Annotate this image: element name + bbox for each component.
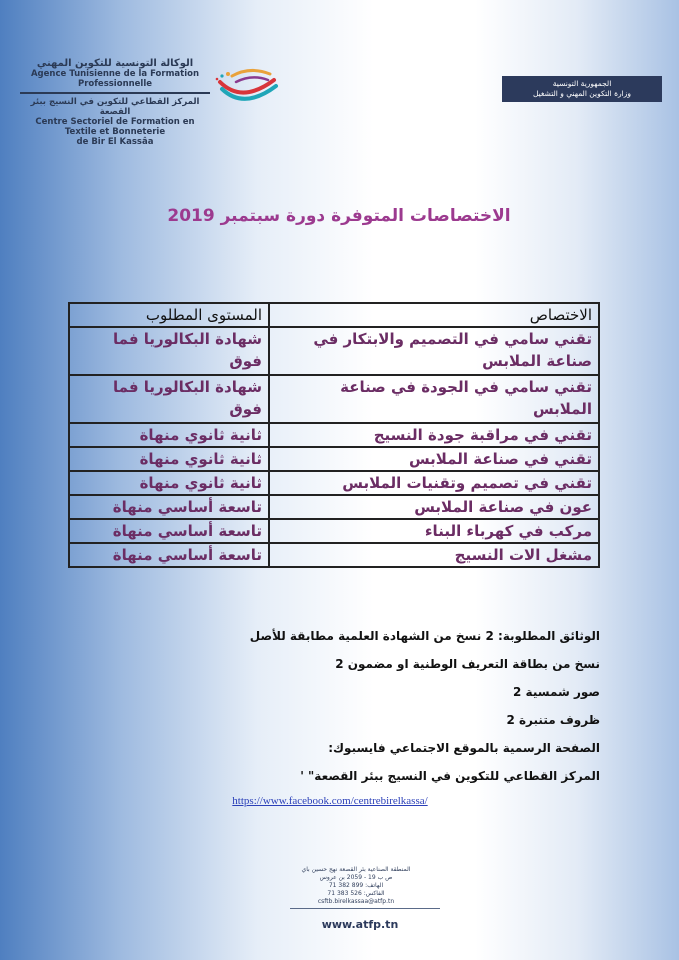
table-row <box>69 375 599 423</box>
table-row <box>69 327 599 375</box>
documents-line-5: الصفحة الرسمية بالموقع الاجتماعي فايسبوك: <box>328 741 600 755</box>
page-title: الاختصاصات المتوفرة دورة سبتمبر 2019 <box>167 206 511 226</box>
table-header-row <box>69 303 599 327</box>
footer-divider <box>290 908 440 909</box>
header-divider <box>20 92 210 94</box>
documents-line-1: الوثائق المطلوبة: 2 نسخ من الشهادة العلمية مطابقة للأصل <box>249 629 600 643</box>
header-level: المستوى المطلوب <box>69 303 269 327</box>
specialty-cell: تقني سامي في الجودة في صناعة الملابس <box>269 375 599 423</box>
specialty-cell: تقني سامي في التصميم والابتكار في صناعة الملابس <box>269 327 599 375</box>
specialty-cell: مشغل الات النسيج <box>269 543 599 567</box>
specialty-cell: عون في صناعة الملابس <box>269 495 599 519</box>
specialty-cell: تقني في تصميم وتقنيات الملابس <box>269 471 599 495</box>
level-cell: شهادة البكالوريا فما فوق <box>69 375 269 423</box>
footer-address-2: ص ب 19 - 2059 بن عروس <box>319 874 393 881</box>
specialty-cell: تقني في صناعة الملابس <box>269 447 599 471</box>
level-cell: تاسعة أساسي منهاة <box>69 519 269 543</box>
footer-email: csftb.birelkassaa@atfp.tn <box>317 898 395 905</box>
ministry-line-1: الجمهورية التونسية <box>552 79 612 88</box>
footer-fax: الفاكس: 526 383 71 <box>327 890 385 897</box>
facebook-link[interactable]: https://www.facebook.com/centrebirelkassa/ <box>232 795 428 807</box>
table-row <box>69 495 599 519</box>
agency-header <box>20 58 210 147</box>
table-row <box>69 543 599 567</box>
table-row <box>69 447 599 471</box>
documents-line-6: المركز القطاعي للتكوين في النسيج ببئر القصعة" ' <box>300 769 600 783</box>
specialty-cell: مركب في كهرباء البناء <box>269 519 599 543</box>
ministry-banner <box>502 76 662 102</box>
atfp-logo-icon <box>212 62 282 110</box>
level-cell: ثانية ثانوي منهاة <box>69 423 269 447</box>
documents-line-3: صور شمسية 2 <box>513 685 600 699</box>
agency-name-fr-1: Agence Tunisienne de la Formation <box>30 69 200 79</box>
table-row <box>69 423 599 447</box>
centre-name-fr-2: de Bir El Kassâa <box>76 136 154 147</box>
footer-address-1: المنطقة الصناعية بئر القصعة نهج حسين باي <box>301 866 411 873</box>
level-cell: تاسعة أساسي منهاة <box>69 543 269 567</box>
specialty-cell: تقني في مراقبة جودة النسيج <box>269 423 599 447</box>
level-cell: تاسعة أساسي منهاة <box>69 495 269 519</box>
footer-phone: الهاتف: 899 382 71 <box>328 882 384 889</box>
header-specialty: الاختصاص <box>269 303 599 327</box>
documents-line-4: ظروف متنبرة 2 <box>506 713 600 727</box>
centre-name-ar: المركز القطاعي للتكوين في النسيج ببئر القصعة <box>30 96 200 117</box>
centre-name-fr-1: Centre Sectoriel de Formation en Textile et Bonneterie <box>35 116 195 137</box>
agency-name-fr-2: Professionnelle <box>77 79 153 89</box>
documents-line-2: نسخ من بطاقة التعريف الوطنية او مضمون 2 <box>335 657 600 671</box>
level-cell: ثانية ثانوي منهاة <box>69 471 269 495</box>
table-row <box>69 519 599 543</box>
agency-name-ar: الوكالة التونسية للتكوين المهني <box>36 58 194 69</box>
specialties-table <box>68 302 600 568</box>
footer-contact <box>296 866 416 906</box>
ministry-line-2: وزارة التكوين المهني و التشغيل <box>532 89 632 98</box>
footer-website[interactable]: www.atfp.tn <box>321 918 399 931</box>
level-cell: ثانية ثانوي منهاة <box>69 447 269 471</box>
level-cell: شهادة البكالوريا فما فوق <box>69 327 269 375</box>
required-documents <box>180 622 600 790</box>
table-row <box>69 471 599 495</box>
